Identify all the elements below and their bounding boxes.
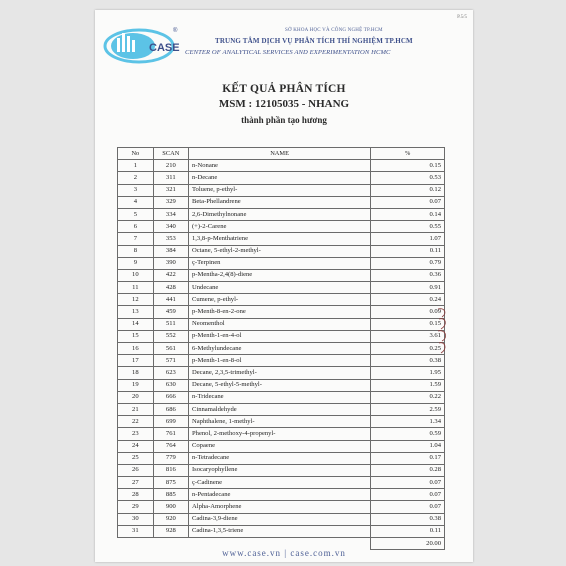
row-scan: 334 xyxy=(153,208,188,220)
table-row xyxy=(118,440,445,452)
table-row xyxy=(118,343,445,355)
row-name: Octane, 5-ethyl-2-methyl- xyxy=(188,245,370,257)
table-row xyxy=(118,160,445,172)
footer-website: www.case.vn | case.com.vn xyxy=(222,548,346,558)
row-percent: 0.11 xyxy=(371,525,445,537)
row-scan: 210 xyxy=(153,160,188,172)
row-scan: 571 xyxy=(153,355,188,367)
row-percent: 0.25 xyxy=(371,343,445,355)
row-name: Beta-Phellandrene xyxy=(188,196,370,208)
row-name: n-Nonane xyxy=(188,160,370,172)
table-row xyxy=(118,416,445,428)
row-name: Decane, 5-ethyl-5-methyl- xyxy=(188,379,370,391)
row-name: 1,3,8-p-Menthatriene xyxy=(188,233,370,245)
row-percent: 2.59 xyxy=(371,403,445,415)
row-name: Cumene, p-ethyl- xyxy=(188,294,370,306)
row-name: n-Decane xyxy=(188,172,370,184)
row-name: Phenol, 2-methoxy-4-propenyl- xyxy=(188,428,370,440)
table-row xyxy=(118,489,445,501)
table-row xyxy=(118,184,445,196)
row-no: 28 xyxy=(118,489,154,501)
registered-mark: ® xyxy=(173,28,178,34)
row-no: 17 xyxy=(118,355,154,367)
report-title: KẾT QUẢ PHÂN TÍCH xyxy=(222,83,346,95)
row-no: 16 xyxy=(118,343,154,355)
row-percent: 0.24 xyxy=(371,294,445,306)
row-scan: 459 xyxy=(153,306,188,318)
report-subtitle: thành phần tạo hương xyxy=(241,115,327,125)
row-name: ç-Terpinen xyxy=(188,257,370,269)
row-name: Toluene, p-ethyl- xyxy=(188,184,370,196)
row-percent: 1.07 xyxy=(371,233,445,245)
row-scan: 329 xyxy=(153,196,188,208)
table-row xyxy=(118,464,445,476)
document-page xyxy=(95,10,473,562)
row-no: 18 xyxy=(118,367,154,379)
row-scan: 928 xyxy=(153,525,188,537)
header-no: No xyxy=(118,148,154,160)
row-percent: 0.11 xyxy=(371,245,445,257)
row-percent: 0.36 xyxy=(371,269,445,281)
row-scan: 441 xyxy=(153,294,188,306)
table-body xyxy=(118,160,445,538)
row-percent: 0.07 xyxy=(371,196,445,208)
table-row xyxy=(118,257,445,269)
table-row xyxy=(118,221,445,233)
row-scan: 353 xyxy=(153,233,188,245)
row-scan: 561 xyxy=(153,343,188,355)
row-scan: 428 xyxy=(153,282,188,294)
row-scan: 920 xyxy=(153,513,188,525)
table-row xyxy=(118,355,445,367)
row-name: p-Menth-1-en-4-ol xyxy=(188,330,370,342)
document-header xyxy=(95,10,473,72)
row-no: 4 xyxy=(118,196,154,208)
table-row xyxy=(118,306,445,318)
row-percent: 0.15 xyxy=(371,160,445,172)
row-scan: 779 xyxy=(153,452,188,464)
row-scan: 630 xyxy=(153,379,188,391)
row-no: 19 xyxy=(118,379,154,391)
row-name: Copaene xyxy=(188,440,370,452)
row-name: ç-Cadinene xyxy=(188,477,370,489)
total-percent: 20.00 xyxy=(371,538,445,550)
table-row xyxy=(118,294,445,306)
row-scan: 340 xyxy=(153,221,188,233)
row-no: 24 xyxy=(118,440,154,452)
page-number: P.5/5 xyxy=(457,15,467,20)
table-row xyxy=(118,172,445,184)
table-row xyxy=(118,233,445,245)
row-name: n-Pentadecane xyxy=(188,489,370,501)
row-name: n-Tetradecane xyxy=(188,452,370,464)
row-scan: 511 xyxy=(153,318,188,330)
row-no: 10 xyxy=(118,269,154,281)
row-percent: 1.59 xyxy=(371,379,445,391)
row-scan: 816 xyxy=(153,464,188,476)
results-table xyxy=(117,147,445,550)
header-percent: % xyxy=(371,148,445,160)
row-percent: 0.15 xyxy=(371,318,445,330)
row-no: 7 xyxy=(118,233,154,245)
table-row xyxy=(118,269,445,281)
table-row xyxy=(118,367,445,379)
table-row xyxy=(118,525,445,537)
row-no: 21 xyxy=(118,403,154,415)
row-no: 8 xyxy=(118,245,154,257)
row-percent: 0.79 xyxy=(371,257,445,269)
row-scan: 390 xyxy=(153,257,188,269)
row-name: Undecane xyxy=(188,282,370,294)
row-percent: 0.07 xyxy=(371,477,445,489)
case-logo-icon xyxy=(103,22,181,68)
row-scan: 422 xyxy=(153,269,188,281)
row-percent: 0.12 xyxy=(371,184,445,196)
row-scan: 699 xyxy=(153,416,188,428)
row-percent: 0.17 xyxy=(371,452,445,464)
row-no: 29 xyxy=(118,501,154,513)
table-row xyxy=(118,452,445,464)
row-no: 20 xyxy=(118,391,154,403)
row-no: 27 xyxy=(118,477,154,489)
logo-wordmark: CASE xyxy=(149,42,180,54)
row-no: 15 xyxy=(118,330,154,342)
row-percent: 0.38 xyxy=(371,513,445,525)
table-row xyxy=(118,379,445,391)
row-name: Alpha-Amorphene xyxy=(188,501,370,513)
row-name: p-Mentha-2,4(8)-diene xyxy=(188,269,370,281)
row-name: Cadina-1,3,5-triene xyxy=(188,525,370,537)
row-no: 3 xyxy=(118,184,154,196)
row-percent: 0.28 xyxy=(371,464,445,476)
table-row xyxy=(118,501,445,513)
row-name: Cinnamaldehyde xyxy=(188,403,370,415)
row-scan: 761 xyxy=(153,428,188,440)
row-scan: 900 xyxy=(153,501,188,513)
report-title-block xyxy=(95,82,473,127)
table-row xyxy=(118,196,445,208)
row-percent: 0.55 xyxy=(371,221,445,233)
table-header-row xyxy=(118,148,445,160)
row-no: 9 xyxy=(118,257,154,269)
row-no: 30 xyxy=(118,513,154,525)
row-no: 13 xyxy=(118,306,154,318)
table-row xyxy=(118,403,445,415)
row-no: 22 xyxy=(118,416,154,428)
row-no: 11 xyxy=(118,282,154,294)
row-percent: 0.22 xyxy=(371,391,445,403)
row-name: p-Menth-1-en-8-ol xyxy=(188,355,370,367)
row-no: 25 xyxy=(118,452,154,464)
header-scan: SCAN xyxy=(153,148,188,160)
row-percent: 0.38 xyxy=(371,355,445,367)
table-row xyxy=(118,391,445,403)
row-percent: 1.95 xyxy=(371,367,445,379)
row-name: Naphthalene, 1-methyl- xyxy=(188,416,370,428)
row-name: 6-Methylundecane xyxy=(188,343,370,355)
row-scan: 552 xyxy=(153,330,188,342)
row-no: 31 xyxy=(118,525,154,537)
row-no: 5 xyxy=(118,208,154,220)
header-name: NAME xyxy=(188,148,370,160)
org-parent-name: SỞ KHOA HỌC VÀ CÔNG NGHỆ TP.HCM xyxy=(285,28,383,33)
row-name: Isocaryophyllene xyxy=(188,464,370,476)
table-row xyxy=(118,245,445,257)
org-name-vietnamese: TRUNG TÂM DỊCH VỤ PHÂN TÍCH THÍ NGHIỆM TP.HCM xyxy=(215,37,413,45)
row-scan: 623 xyxy=(153,367,188,379)
row-percent: 0.14 xyxy=(371,208,445,220)
row-no: 26 xyxy=(118,464,154,476)
row-name: 2,6-Dimethylnonane xyxy=(188,208,370,220)
row-name: p-Menth-8-en-2-one xyxy=(188,306,370,318)
row-percent: 0.59 xyxy=(371,428,445,440)
row-scan: 764 xyxy=(153,440,188,452)
row-scan: 666 xyxy=(153,391,188,403)
row-scan: 384 xyxy=(153,245,188,257)
table-row xyxy=(118,513,445,525)
row-percent: 0.91 xyxy=(371,282,445,294)
row-percent: 1.34 xyxy=(371,416,445,428)
row-scan: 321 xyxy=(153,184,188,196)
sample-id: MSM : 12105035 - NHANG xyxy=(218,98,350,110)
row-percent: 0.09 xyxy=(371,306,445,318)
org-name-english: CENTER OF ANALYTICAL SERVICES AND EXPERIMENTATION HCMC xyxy=(185,49,391,56)
row-name: (+)-2-Carene xyxy=(188,221,370,233)
row-no: 14 xyxy=(118,318,154,330)
table-row xyxy=(118,282,445,294)
row-percent: 1.04 xyxy=(371,440,445,452)
row-name: Neomenthol xyxy=(188,318,370,330)
row-no: 6 xyxy=(118,221,154,233)
row-scan: 311 xyxy=(153,172,188,184)
row-name: Decane, 2,3,5-trimethyl- xyxy=(188,367,370,379)
row-percent: 0.07 xyxy=(371,501,445,513)
table-row xyxy=(118,318,445,330)
row-no: 1 xyxy=(118,160,154,172)
row-scan: 875 xyxy=(153,477,188,489)
table-row xyxy=(118,428,445,440)
row-percent: 3.61 xyxy=(371,330,445,342)
table-row xyxy=(118,330,445,342)
row-scan: 885 xyxy=(153,489,188,501)
row-no: 12 xyxy=(118,294,154,306)
row-name: n-Tridecane xyxy=(188,391,370,403)
row-percent: 0.53 xyxy=(371,172,445,184)
table-row xyxy=(118,208,445,220)
row-no: 2 xyxy=(118,172,154,184)
row-percent: 0.07 xyxy=(371,489,445,501)
table-row xyxy=(118,477,445,489)
row-name: Cadina-3,9-diene xyxy=(188,513,370,525)
row-scan: 686 xyxy=(153,403,188,415)
row-no: 23 xyxy=(118,428,154,440)
